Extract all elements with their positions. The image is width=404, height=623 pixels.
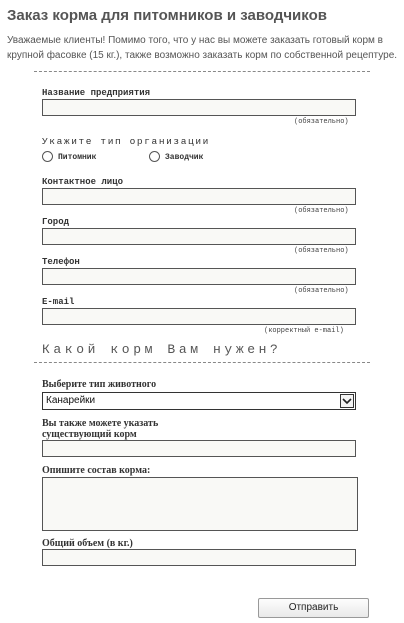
radio-kennel[interactable] [42,151,53,162]
animal-type-label: Выберите тип животного [42,379,157,390]
phone-label: Телефон [42,257,80,267]
city-input[interactable] [42,228,356,245]
page-title: Заказ корма для питомников и заводчиков [7,7,327,24]
email-note: (корректный e-mail) [264,327,344,335]
submit-button[interactable]: Отправить [258,598,369,618]
section-title: Какой корм Вам нужен? [42,342,282,357]
company-input[interactable] [42,99,356,116]
existing-feed-label-line2: существующий корм [42,429,137,440]
company-required-note: (обязательно) [294,118,349,126]
org-type-label: Укажите тип организации [42,136,210,147]
phone-input[interactable] [42,268,356,285]
volume-label: Общий объем (в кг.) [42,538,133,549]
volume-input[interactable] [42,549,356,566]
radio-breeder-label: Заводчик [165,153,204,162]
email-label: E-mail [42,297,75,307]
email-input[interactable] [42,308,356,325]
animal-type-value: Канарейки [46,395,96,406]
contact-input[interactable] [42,188,356,205]
chevron-down-icon[interactable] [340,394,354,408]
city-required-note: (обязательно) [294,247,349,255]
radio-kennel-label: Питомник [58,153,97,162]
divider [34,362,370,363]
animal-type-select[interactable] [42,392,356,410]
composition-textarea[interactable] [42,477,358,531]
company-label: Название предприятия [42,88,151,98]
existing-feed-input[interactable] [42,440,356,457]
existing-feed-label-line1: Вы также можете указать [42,418,159,429]
divider [34,71,370,72]
radio-breeder[interactable] [149,151,160,162]
composition-label: Опишите состав корма: [42,465,151,476]
city-label: Город [42,217,70,227]
contact-required-note: (обязательно) [294,207,349,215]
phone-required-note: (обязательно) [294,287,349,295]
intro-text: Уважаемые клиенты! Помимо того, что у нас вы можете заказать готовый корм в крупной фасовке (15 кг.), также возможно заказать корм по собственной рецептуре. [7,35,398,61]
contact-label: Контактное лицо [42,177,124,187]
